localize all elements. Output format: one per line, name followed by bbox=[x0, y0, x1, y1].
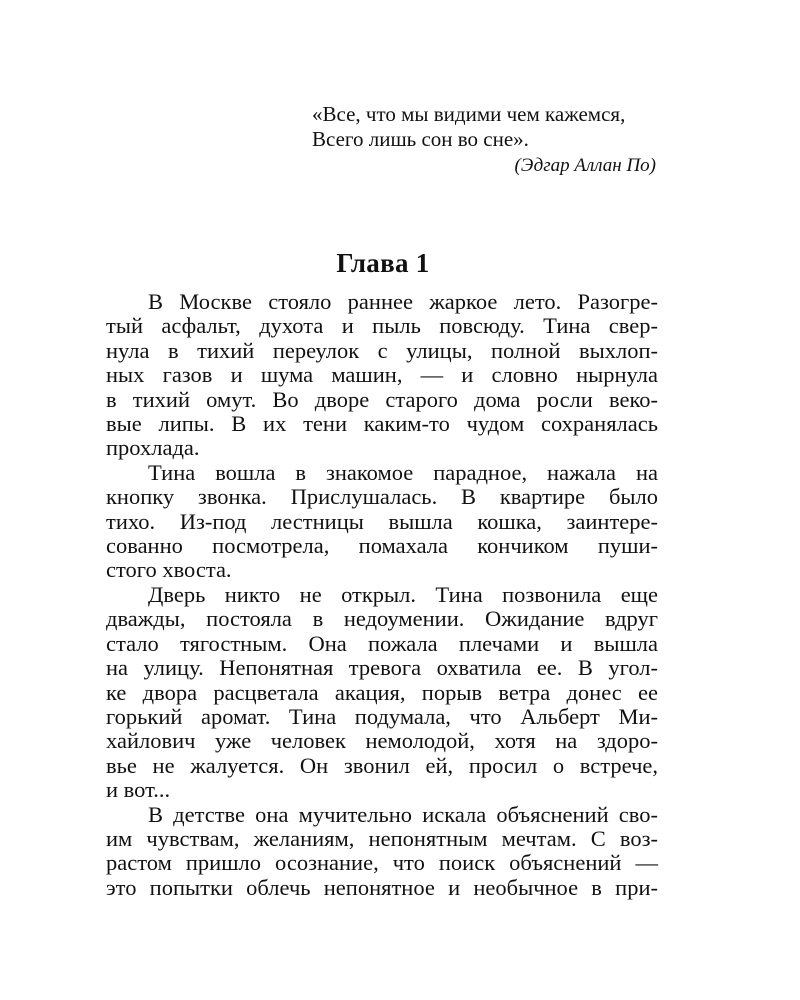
text-line: на улицу. Непонятная тревога охватила ее. В угол- bbox=[106, 655, 658, 681]
text-line: сованно посмотрела, помахала кончиком пуши- bbox=[106, 533, 658, 559]
text-line: растом пришло осознание, что поиск объяснений — bbox=[106, 850, 658, 876]
text-line: В Москве стояло раннее жаркое лето. Разогре- bbox=[148, 289, 658, 314]
text-line: горький аромат. Тина подумала, что Альберт Ми- bbox=[106, 703, 658, 729]
text-line: стало тягостным. Она пожала плечами и вышла bbox=[106, 630, 658, 656]
text-line: В детстве она мучительно искала объяснений сво- bbox=[148, 801, 658, 827]
paragraph bbox=[106, 583, 658, 803]
epigraph-author: (Эдгар Аллан По) bbox=[514, 155, 656, 176]
text-line: им чувствам, желаниям, непонятным мечтам. С воз- bbox=[106, 825, 658, 851]
text-line: ке двора расцветала акация, порыв ветра донес ее bbox=[106, 679, 658, 705]
text-line: вые липы. В их тени каким-то чудом сохранялась bbox=[106, 411, 658, 437]
epigraph-line: Всего лишь сон во сне». bbox=[312, 127, 529, 151]
epigraph-line: «Все, что мы видими чем кажемся, bbox=[312, 102, 626, 126]
text-line: тихо. Из-под лестницы вышла кошка, заинтере- bbox=[106, 508, 658, 534]
text-line: Тина вошла в знакомое парадное, нажала на bbox=[148, 459, 658, 485]
text-line: кнопку звонка. Прислушалась. В квартире было bbox=[106, 484, 658, 510]
text-line: дважды, постояла в недоумении. Ожидание вдруг bbox=[106, 606, 658, 632]
text-line: в тихий омут. Во дворе старого дома росли веко- bbox=[106, 386, 658, 412]
paragraph bbox=[106, 803, 658, 901]
epigraph bbox=[312, 102, 662, 178]
text-line: нула в тихий переулок с улицы, полной выхлоп- bbox=[106, 337, 658, 363]
paragraph bbox=[106, 290, 658, 461]
text-line: хайлович уже человек немолодой, хотя на здоро- bbox=[106, 728, 658, 754]
paragraph bbox=[106, 461, 658, 583]
text-line: стого хвоста. bbox=[106, 557, 232, 583]
text-line: вье не жалуется. Он звонил ей, просил о встрече, bbox=[106, 752, 658, 778]
chapter-body bbox=[106, 290, 658, 900]
text-line: тый асфальт, духота и пыль повсюду. Тина свер- bbox=[106, 313, 658, 339]
text-line: прохлада. bbox=[106, 435, 200, 461]
text-line: это попытки облечь непонятное и необычное в при- bbox=[106, 874, 658, 900]
text-line: Дверь никто не открыл. Тина позвонила еще bbox=[148, 581, 658, 607]
chapter-title: Глава 1 bbox=[336, 248, 430, 278]
text-line: и вот... bbox=[106, 777, 171, 803]
text-line: ных газов и шума машин, — и словно нырнула bbox=[106, 362, 658, 388]
